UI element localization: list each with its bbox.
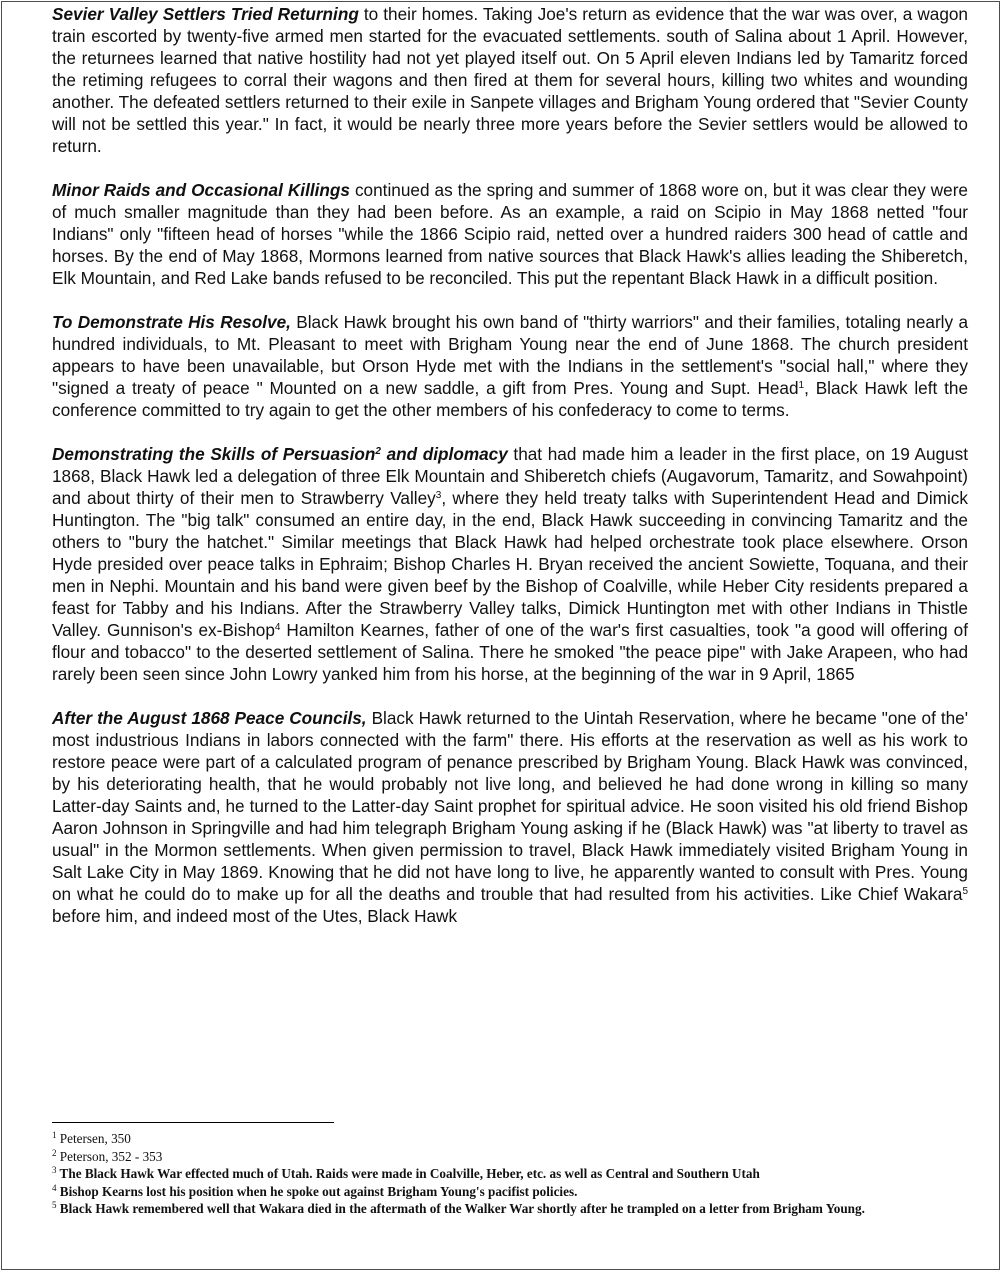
paragraph-persuasion xyxy=(52,443,968,685)
paragraph-text: , where they held treaty talks with Superintendent Head and Dimick Huntington. The "big talk" consumed an entire day, in the end, Black Hawk succeeding in convincing Tamaritz and the others to "bury the hatchet." Similar meetings that Black Hawk had helped orchestrate took place elsewhere. Orson Hyde presided over peace talks in Ephraim; Bishop Charles H. Bryan received the ancient Sowiette, Toquana, and their men in Nephi. Mountain and his band were given beef by the Bishop of Coalville, while Heber City residents prepared a feast for Tabby and his Indians. After the Strawberry Valley talks, Dimick Huntington met with other Indians in Thistle Valley. Gunnison's ex-Bishop xyxy=(52,488,968,640)
paragraph-text: that had made him a leader in the first place, on 19 August 1868, Black Hawk led a delegation of three Elk Mountain and Shiberetch chiefs (Augavorum, Tamaritz, and Sowahpoint) and about thirty of their men to Strawberry Valley xyxy=(52,444,968,508)
paragraph-text: Black Hawk returned to the Uintah Reservation, where he became "one of the' most industrious Indians in labors connected with the farm" there. His efforts at the reservation as well as his work to restore peace were part of a calculated program of penance prescribed by Brigham Young. Black Hawk was convinced, by his deteriorating health, that he would probably not live long, and believed he had done wrong in killing so many Latter-day Saints and, he turned to the Latter-day Saint prophet for spiritual advice. He soon visited his old friend Bishop Aaron Johnson in Springville and had him telegraph Brigham Young asking if he (Black Hawk) was "at liberty to travel as usual" in the Mormon settlements. When given permission to travel, Black Hawk immediately visited Brigham Young in Salt Lake City in May 1869. Knowing that he did not have long to live, he apparently wanted to consult with Pres. Young on what he could do to make up for all the deaths and trouble that had resulted from his activities. Like Chief Wakara xyxy=(52,708,968,904)
footnote-ref-2: 2 xyxy=(375,446,381,457)
paragraph-text: Hamilton Kearnes, father of one of the war's first casualties, took "a good will offering of flour and tobacco" to the deserted settlement of Salina. There he smoked "the peace pipe" with Jake Arapeen, who had rarely been seen since John Lowry yanked him from his horse, at the beginning of the war in 9 April, 1865 xyxy=(52,620,969,684)
paragraph-heading: Minor Raids and Occasional Killings xyxy=(52,180,350,200)
footnote-number: 5 xyxy=(52,1200,57,1210)
paragraph-heading: To Demonstrate His Resolve, xyxy=(52,312,291,332)
footnotes xyxy=(52,1130,968,1218)
paragraph-sevier-valley xyxy=(52,3,968,157)
footnote-ref-1: 1 xyxy=(798,380,805,391)
footnote-text: Peterson, 352 - 353 xyxy=(56,1148,163,1164)
paragraph-minor-raids xyxy=(52,179,968,289)
paragraph-heading: Sevier Valley Settlers Tried Returning xyxy=(52,4,359,24)
footnote-number: 4 xyxy=(52,1182,57,1193)
footnote-text: Bishop Kearns lost his position when he spoke out against Brigham Young's pacifist policies. xyxy=(56,1183,578,1199)
footnote-number: 1 xyxy=(52,1130,57,1140)
paragraph-peace-councils xyxy=(52,707,968,927)
footnote-5 xyxy=(52,1200,968,1218)
paragraph-text: Black Hawk brought his own band of "thirty warriors" and their families, totaling nearly a hundred individuals, to Mt. Pleasant to meet with Brigham Young near the end of June 1868. The church president appears to have been unavailable, but Orson Hyde met with the Indians in the settlement's "social hall," where they "signed a treaty of peace " Mounted on a new saddle, a gift from Pres. Young and Supt. Head xyxy=(52,312,969,398)
footnote-ref-4: 4 xyxy=(274,622,281,633)
paragraph-demonstrate-resolve xyxy=(52,311,968,421)
paragraph-text: continued as the spring and summer of 1868 wore on, but it was clear they were of much smaller magnitude than they had been before. As an example, a raid on Scipio in May 1868 netted "four Indians" only "fifteen head of horses "while the 1866 Scipio raid, netted over a hundred raiders 300 head of cattle and horses. By the end of May 1868, Mormons learned from native sources that Black Hawk's allies leading the Shiberetch, Elk Mountain, and Red Lake bands refused to be reconciled. This put the repentant Black Hawk in a difficult position. xyxy=(52,180,968,288)
paragraph-heading-continued: and diplomacy xyxy=(380,444,508,464)
footnote-text: Black Hawk remembered well that Wakara died in the aftermath of the Walker War shortly after he trampled on a letter from Brigham Young. xyxy=(56,1201,865,1216)
footnote-3 xyxy=(52,1165,968,1183)
footnote-text: The Black Hawk War effected much of Utah. Raids were made in Coalville, Heber, etc. as well as Central and Southern Utah xyxy=(56,1166,760,1181)
paragraph-text: to their homes. Taking Joe's return as evidence that the war was over, a wagon train escorted by twenty-five armed men started for the evacuated settlements. south of Salina about 1 April. However, the returnees learned that native hostility had not yet played itself out. On 5 April eleven Indians led by Tamaritz forced the retiming refugees to corral their wagons and then fired at them for several hours, killing two whites and wounding another. The defeated settlers returned to their exile in Sanpete villages and Brigham Young ordered that "Sevier County will not be settled this year." In fact, it would be nearly three more years before the Sevier settlers would be allowed to return. xyxy=(52,4,968,156)
footnote-2 xyxy=(52,1148,968,1166)
footnote-ref-5: 5 xyxy=(962,886,968,897)
footnote-number: 3 xyxy=(52,1165,57,1175)
paragraph-text: , Black Hawk left the conference committed to try again to get the other members of his confederacy to come to terms. xyxy=(52,378,968,420)
footnote-separator xyxy=(52,1122,334,1123)
paragraph-text: before him, and indeed most of the Utes, Black Hawk xyxy=(52,906,458,926)
footnote-1 xyxy=(52,1130,968,1148)
footnote-text: Petersen, 350 xyxy=(56,1131,131,1146)
footnote-number: 2 xyxy=(52,1147,57,1158)
document-body xyxy=(52,3,968,927)
footnote-ref-3: 3 xyxy=(435,490,442,501)
paragraph-heading: After the August 1868 Peace Councils, xyxy=(52,708,367,728)
footnote-4 xyxy=(52,1183,968,1201)
paragraph-heading: Demonstrating the Skills of Persuasion xyxy=(52,444,376,464)
